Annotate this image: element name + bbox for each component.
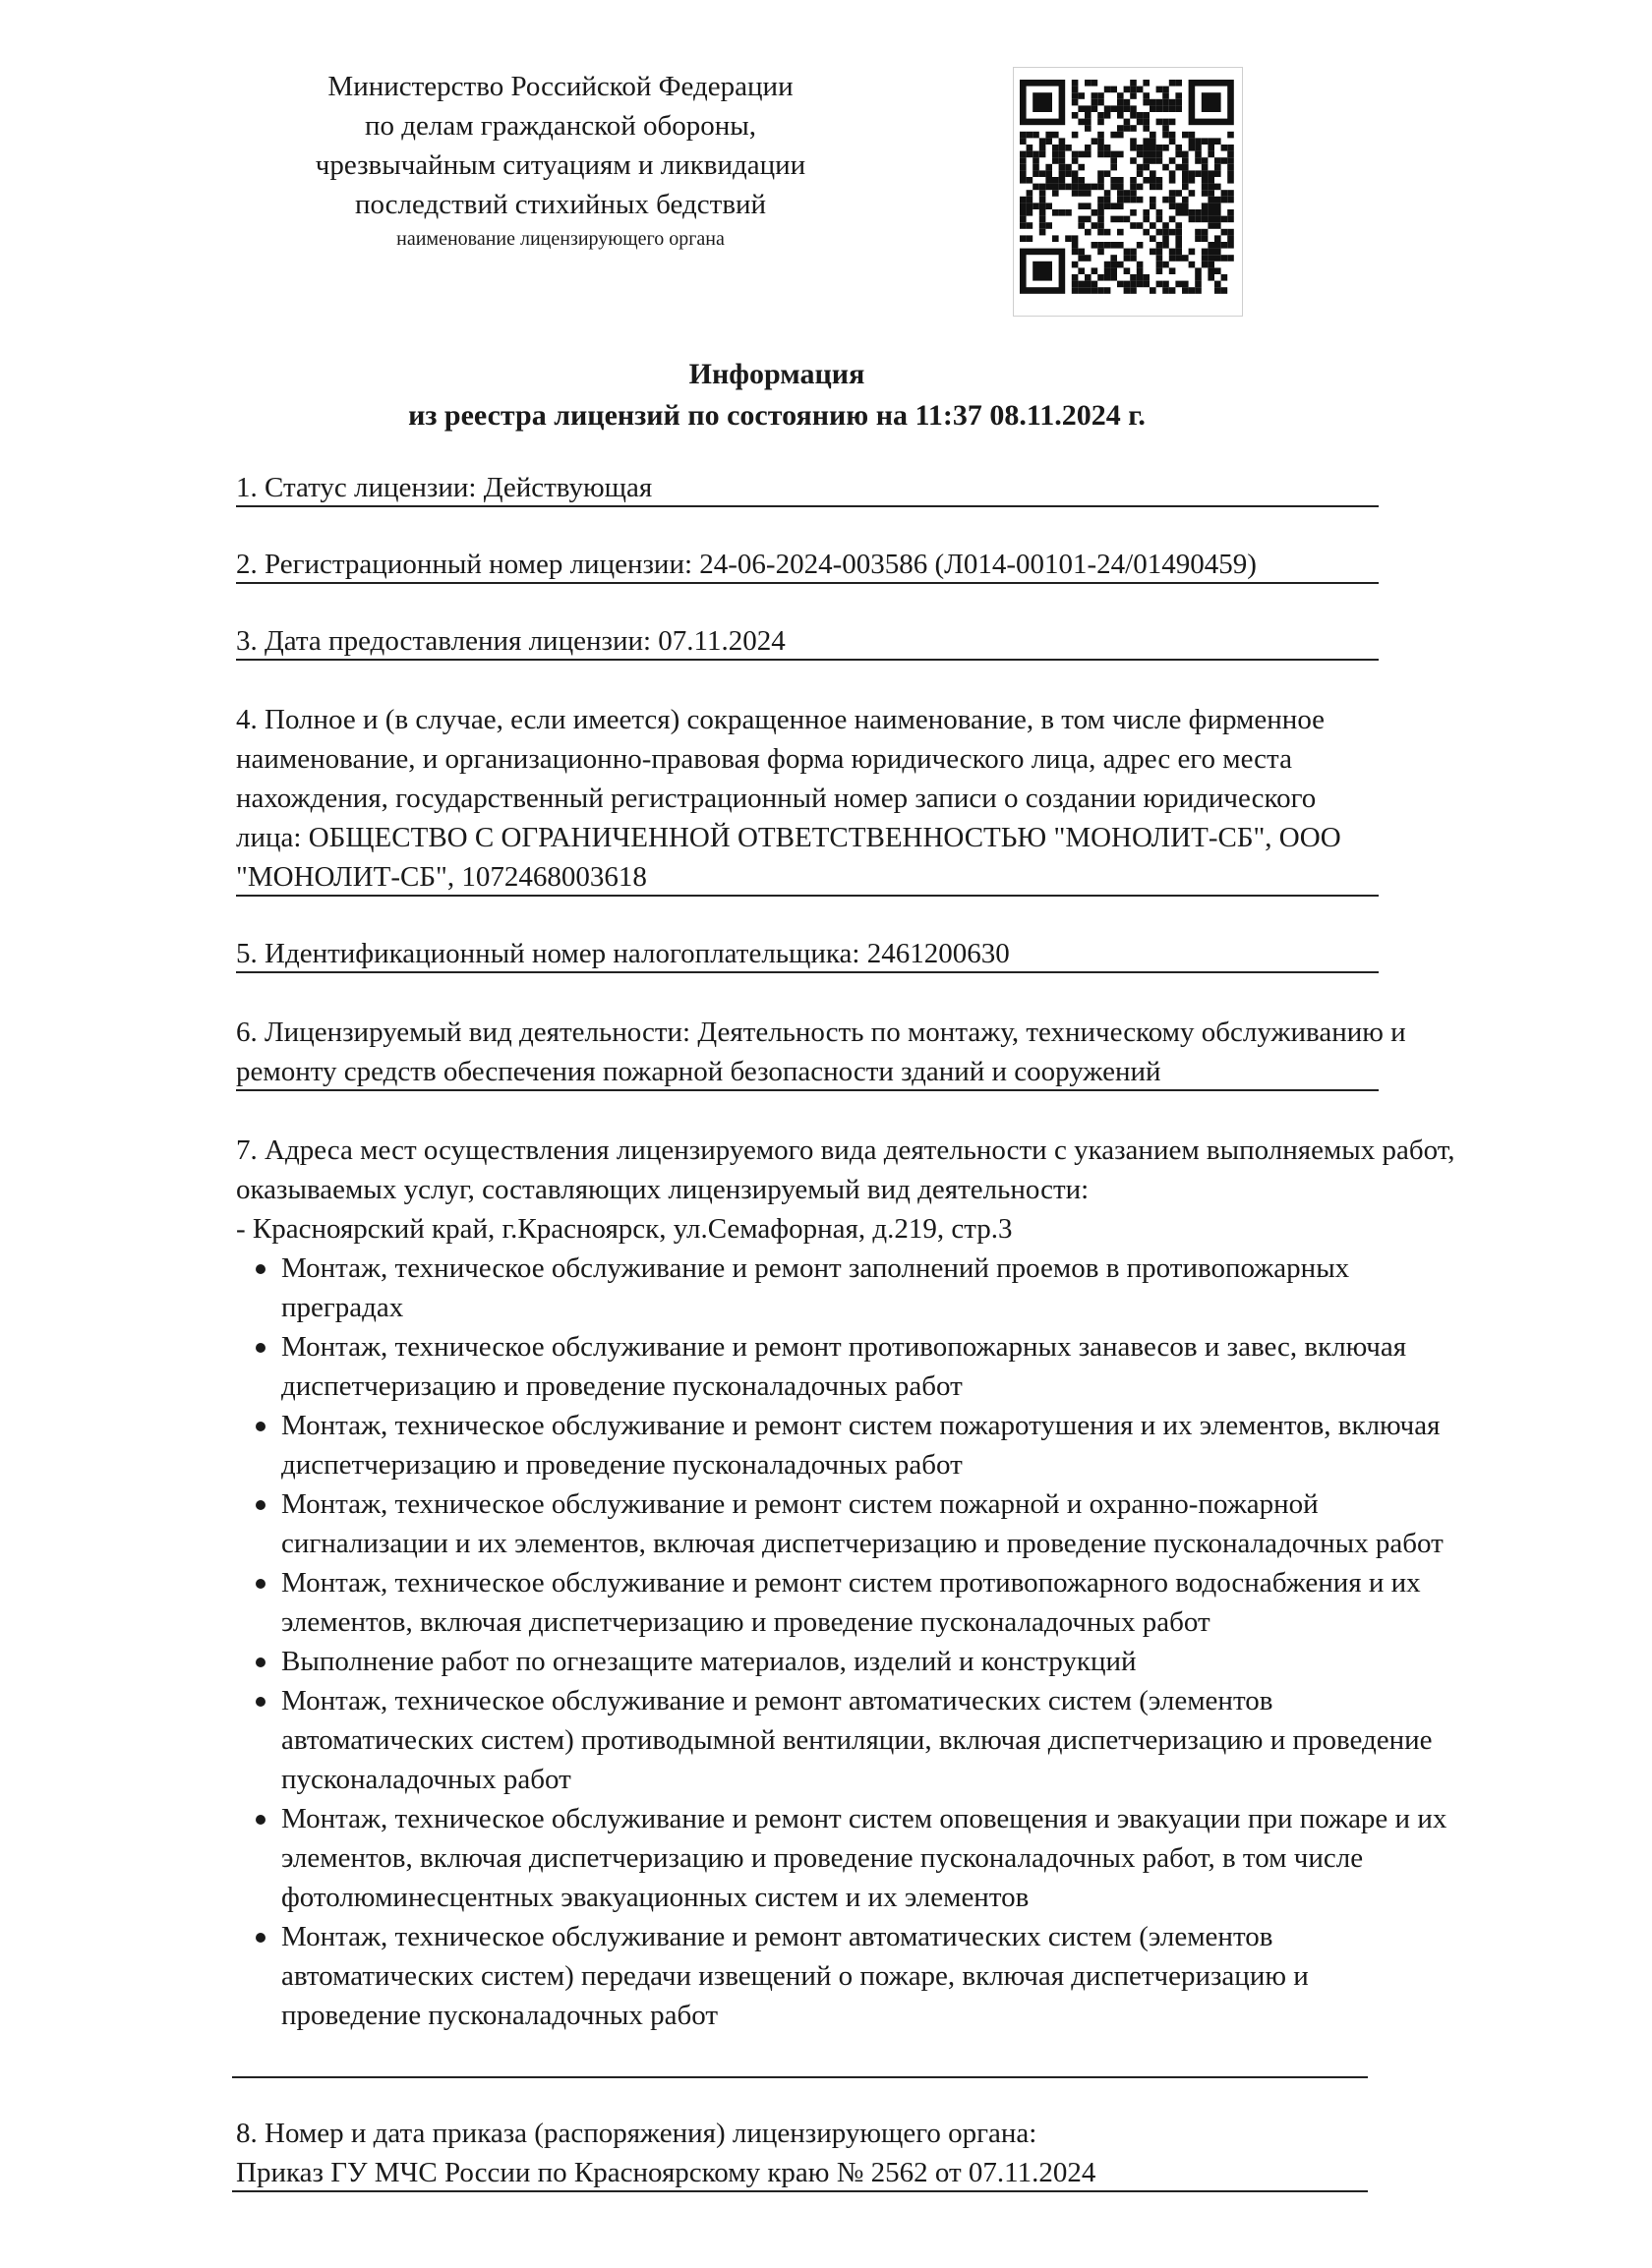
divider: [236, 971, 1379, 973]
authority-line: чрезвычайным ситуациям и ликвидации: [315, 149, 806, 181]
qr-code-icon: [1013, 67, 1243, 317]
order-label: 8. Номер и дата приказа (распоряжения) лицензирующего органа:: [236, 2118, 1037, 2149]
field-order: [236, 2114, 1396, 2192]
bullet-icon: [256, 1343, 266, 1353]
bullet-icon: [256, 1579, 266, 1589]
field-status: [236, 468, 1377, 507]
list-item: Монтаж, техническое обслуживание и ремонт противопожарных занавесов и завес, включая диспетчеризацию и проведение пусконаладочных работ: [236, 1327, 1455, 1406]
works-list: [236, 1249, 1455, 2035]
field-activity: [236, 1013, 1446, 1091]
bullet-icon: [256, 1422, 266, 1431]
addresses-label: 7. Адреса мест осуществления лицензируемого вида деятельности с указанием выполняемых работ, оказываемых услуг, составляющих лицензируемый вид деятельности:: [236, 1134, 1455, 1205]
divider: [236, 895, 1379, 897]
bullet-icon: [256, 1697, 266, 1707]
bullet-icon: [256, 1815, 266, 1825]
authority-line: по делам гражданской обороны,: [364, 110, 757, 142]
field-reg-number: [236, 545, 1377, 584]
bullet-icon: [256, 1264, 266, 1274]
list-item: Монтаж, техническое обслуживание и ремонт заполнений проемов в противопожарных преградах: [236, 1249, 1455, 1327]
title-line-1: Информация: [688, 358, 865, 390]
bullet-icon: [256, 1657, 266, 1667]
list-item: Выполнение работ по огнезащите материалов, изделий и конструкций: [236, 1642, 1455, 1681]
divider: [236, 659, 1379, 661]
list-item: Монтаж, техническое обслуживание и ремонт систем пожарной и охранно-пожарной сигнализации и их элементов, включая диспетчеризацию и проведение пусконаладочных работ: [236, 1484, 1455, 1563]
list-item: Монтаж, техническое обслуживание и ремонт систем противопожарного водоснабжения и их элементов, включая диспетчеризацию и проведение пусконаладочных работ: [236, 1563, 1455, 1642]
field-inn: [236, 934, 1377, 973]
authority-line: Министерство Российской Федерации: [327, 71, 794, 102]
reg-number-text: 2. Регистрационный номер лицензии: 24-06-2024-003586 (Л014-00101-24/01490459): [236, 549, 1257, 580]
address-text: - Красноярский край, г.Красноярск, ул.Семафорная, д.219, стр.3: [236, 1213, 1013, 1245]
divider: [232, 2190, 1368, 2192]
date-text: 3. Дата предоставления лицензии: 07.11.2024: [236, 625, 786, 657]
field-date: [236, 621, 1377, 661]
field-addresses: [236, 1131, 1455, 2035]
divider: [236, 582, 1379, 584]
list-item: Монтаж, техническое обслуживание и ремонт систем оповещения и эвакуации при пожаре и их элементов, включая диспетчеризацию и проведение пусконаладочных работ, в том числе фотолюминесцентных эвакуационных систем и их элементов: [236, 1799, 1455, 1917]
bullet-icon: [256, 1933, 266, 1943]
activity-text: 6. Лицензируемый вид деятельности: Деятельность по монтажу, техническому обслуживанию и ремонту средств обеспечения пожарной безопасности зданий и сооружений: [236, 1017, 1406, 1087]
bullet-icon: [256, 1500, 266, 1510]
divider: [236, 505, 1379, 507]
authority-line: последствий стихийных бедствий: [354, 189, 767, 220]
authority-caption: наименование лицензирующего органа: [396, 228, 725, 250]
divider: [236, 1089, 1379, 1091]
status-text: 1. Статус лицензии: Действующая: [236, 472, 653, 503]
field-organization: [236, 700, 1377, 897]
order-value: Приказ ГУ МЧС России по Красноярскому краю № 2562 от 07.11.2024: [236, 2157, 1096, 2188]
list-item: Монтаж, техническое обслуживание и ремонт автоматических систем (элементов автоматических систем) передачи извещений о пожаре, включая диспетчеризацию и проведение пусконаладочных работ: [236, 1917, 1455, 2035]
organization-value: ОБЩЕСТВО С ОГРАНИЧЕННОЙ ОТВЕТСТВЕННОСТЬЮ "МОНОЛИТ-СБ", ООО "МОНОЛИТ-СБ", 1072468003618: [236, 822, 1341, 893]
list-item: Монтаж, техническое обслуживание и ремонт автоматических систем (элементов автоматических систем) противодымной вентиляции, включая диспетчеризацию и проведение пусконаладочных работ: [236, 1681, 1455, 1799]
licensing-authority: [266, 67, 856, 254]
inn-text: 5. Идентификационный номер налогоплательщика: 2461200630: [236, 938, 1010, 969]
divider: [232, 2076, 1368, 2078]
title-line-2: из реестра лицензий по состоянию на 11:37 08.11.2024 г.: [408, 399, 1146, 432]
organization-label: 4. Полное и (в случае, если имеется) сокращенное наименование, в том числе фирменное наименование, и организационно-правовая форма юридического лица, адрес его места нахождения, государственный регистрационный номер записи о создании юридического лица:: [236, 704, 1326, 853]
document-title: [236, 354, 1318, 436]
list-item: Монтаж, техническое обслуживание и ремонт систем пожаротушения и их элементов, включая диспетчеризацию и проведение пусконаладочных работ: [236, 1406, 1455, 1484]
